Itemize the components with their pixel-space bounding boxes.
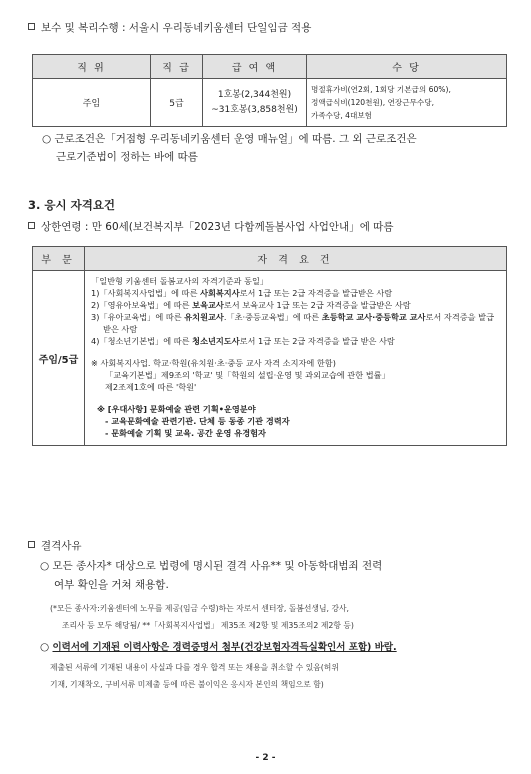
pay-table-header-row bbox=[33, 55, 507, 79]
pref-title: ※ [우대사항] 문화예술 관련 기획•운영분야 bbox=[97, 404, 256, 414]
req-item-4: 4)「청소년기본법」에 따른 청소년지도사로서 1급 또는 2급 자격증을 발급 받은 사람 bbox=[91, 336, 395, 346]
disq-bullet-2: ○ 이력서에 기재된 이력사항은 경력증명서 첨부(건강보험자격득실확인서 포함) 바람. bbox=[40, 641, 397, 653]
square-bullet-icon bbox=[28, 541, 35, 548]
req-intro: 「일반형 키움센터 돌봄교사의 자격기준과 동일」 bbox=[91, 276, 269, 286]
req-item-2: 2)「영유아보육법」에 따른 보육교사로서 보육교사 1급 또는 2급 자격증을 발급받은 사람 bbox=[91, 300, 411, 310]
pref-item-1: - 교육문화예술 관련기관. 단체 등 동종 기관 경력자 bbox=[105, 416, 290, 426]
qualification-table bbox=[32, 246, 507, 446]
square-bullet-icon bbox=[28, 23, 35, 30]
pay-header-position: 직 위 bbox=[33, 55, 151, 79]
pay-grade: 5급 bbox=[151, 79, 203, 127]
pay-table bbox=[32, 54, 507, 127]
pay-position: 주임 bbox=[33, 79, 151, 127]
pref-item-2: - 문화예술 기획 및 교육. 공간 운영 유경험자 bbox=[105, 428, 266, 438]
pay-header-salary: 급 여 액 bbox=[203, 55, 307, 79]
qual-requirements bbox=[85, 271, 507, 446]
qual-header-requirements: 자 격 요 건 bbox=[85, 247, 507, 271]
req-item-3: 3)「유아교육법」에 따른 유치원교사.「초·중등교육법」에 따른 초등학교 교사·중등학교 교사로서 자격증을 발급받은 사람 bbox=[91, 312, 494, 334]
qualification-header-row bbox=[33, 247, 507, 271]
section-title: 3. 응시 자격요건 bbox=[28, 198, 116, 212]
pay-table-row bbox=[33, 79, 507, 127]
age-limit: 상한연령 : 만 60세(보건복지부「2023년 다함께돌봄사업 사업안내」에 따름 bbox=[28, 219, 393, 234]
pay-header-allowance: 수 당 bbox=[307, 55, 507, 79]
req-item-1: 1)「사회복지사업법」에 따른 사회복지사로서 1급 또는 2급 자격증을 발급받은 사람 bbox=[91, 288, 393, 298]
req-note-1: ※ 사회복지사업. 학교·학원(유치원·초·중등 교사 자격 소지자에 한함) bbox=[91, 358, 336, 368]
pay-header-grade: 직 급 bbox=[151, 55, 203, 79]
req-note-3: 제2조제1호에 따른 '학원' bbox=[105, 382, 197, 392]
disq-bullet-2-detail: 제출된 서류에 기재된 내용이 사실과 다를 경우 합격 또는 채용을 취소할 수 있음(허위 기재, 기재착오, 구비서류 미제출 등에 따른 불이익은 응시자 본인의 책임으로 함) bbox=[50, 663, 339, 689]
disq-bullet-1: ○ 모든 종사자* 대상으로 법령에 명시된 결격 사유** 및 아동학대범죄 전력 여부 확인을 거쳐 채용함. bbox=[40, 560, 383, 591]
work-condition: ○ 근로조건은「거점형 우리동네키움센터 운영 매뉴얼」에 따름. 그 외 근로조건은 근로기준법이 정하는 바에 따름 bbox=[42, 133, 417, 163]
disq-footnote: (*모든 종사자:키움센터에 노무를 제공(임금 수령)하는 자로서 센터장, 돌봄선생님, 강사, 조리사 등 모두 해당됨/ **「사회복지사업법」 제35조 제2항 및 제35조의2 제2항 등) bbox=[50, 604, 354, 630]
qualification-row bbox=[33, 271, 507, 446]
qual-role: 주임/5급 bbox=[33, 271, 85, 446]
pay-salary: 1호봉(2,344천원) ~31호봉(3,858천원) bbox=[203, 79, 307, 127]
pay-heading: 보수 및 복리수행 : 서울시 우리동네키움센터 단일임금 적용 bbox=[28, 20, 311, 35]
square-bullet-icon bbox=[28, 222, 35, 229]
disqualification-heading: 결격사유 bbox=[28, 538, 82, 553]
qual-header-division: 부 문 bbox=[33, 247, 85, 271]
page-number: - 2 - bbox=[255, 753, 276, 763]
pay-allowance: 명절휴가비(연2회, 1회당 기본급의 60%), 정액급식비(120천원), 연장근무수당, 가족수당, 4대보험 bbox=[307, 79, 507, 127]
req-note-2: 「교육기본법」제9조의 '학교' 및「학원의 설립·운영 및 과외교습에 관한 법률」 bbox=[105, 370, 390, 380]
